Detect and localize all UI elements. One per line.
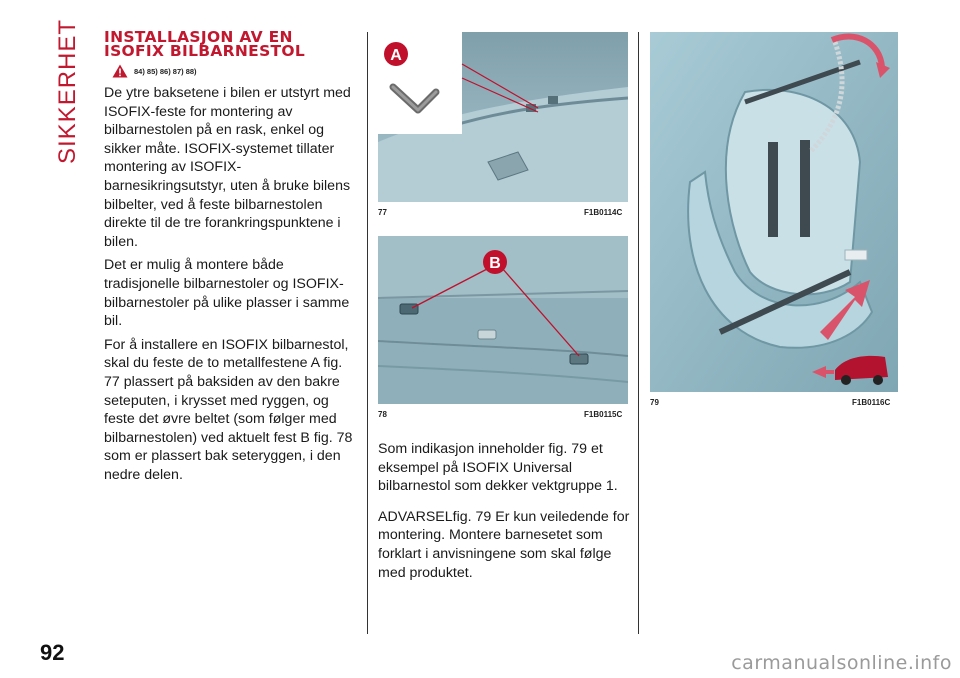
heading-line-2: ISOFIX BILBARNESTOL	[104, 42, 306, 60]
figure-77-code: F1B0114C	[584, 208, 623, 217]
figure-78-image	[378, 236, 628, 404]
column-divider-2	[638, 32, 639, 634]
warning-triangle-icon	[112, 64, 128, 78]
text-column-1	[104, 30, 356, 489]
callout-b-label: B	[489, 255, 501, 272]
warning-refs: 84) 85) 86) 87) 88)	[134, 66, 197, 76]
figure-78-number: 78	[378, 410, 387, 419]
paragraph-installation: For å installere en ISOFIX bilbarnestol, skal du feste de to metallfestene A fig. 77 plassert på baksiden av den bakre seteputen, i krysset med ryggen, og feste det øvre beltet (som følger med bilbarnestolen) ved aktuelt fest B fig. 78 som er plassert bak seteryggen, i den nedre delen.	[104, 336, 353, 483]
figure-79-code: F1B0116C	[852, 398, 891, 407]
page-number: 92	[40, 640, 65, 665]
figure-79-number: 79	[650, 398, 659, 407]
text-column-2	[378, 440, 630, 587]
figure-77-number: 77	[378, 208, 387, 217]
column-divider-1	[367, 32, 368, 634]
figure-79	[650, 32, 898, 392]
figure-78	[378, 236, 628, 404]
site-watermark: carmanualsonline.info	[731, 652, 952, 674]
figure-78-code: F1B0115C	[584, 410, 623, 419]
section-label: SIKKERHET	[54, 18, 81, 164]
paragraph-isofix-intro: De ytre baksetene i bilen er utstyrt med ISOFIX-feste for montering av bilbarnestolen på en rask, enkel og sikker måte. ISOFIX-systemet tillater montering av ISOFIX-barnesikringsutstyr, uten å bruke bilens bilbelter, ved å feste bilbarnestolen direkte til de tre forankringspunktene i bilen.	[104, 85, 351, 250]
figure-77	[378, 32, 628, 202]
heading-line-1: INSTALLASJON AV EN	[104, 28, 293, 46]
warning-reference	[112, 64, 356, 78]
section-heading	[104, 30, 356, 58]
figure-77-image	[378, 32, 628, 202]
paragraph-fig79-intro: Som indikasjon inneholder fig. 79 et eksempel på ISOFIX Universal bilbarnestol som dekker vektgruppe 1.	[378, 441, 618, 495]
figure-79-image	[650, 32, 898, 392]
paragraph-warning: ADVARSELfig. 79 Er kun veiledende for montering. Montere barnesetet som forklart i anvisningene som skal følge med produktet.	[378, 508, 630, 581]
callout-a-label: A	[390, 47, 402, 64]
paragraph-seat-types: Det er mulig å montere både tradisjonelle bilbarnestoler og ISOFIX-bilbarnestoler på ulike plasser i samme bil.	[104, 257, 350, 330]
